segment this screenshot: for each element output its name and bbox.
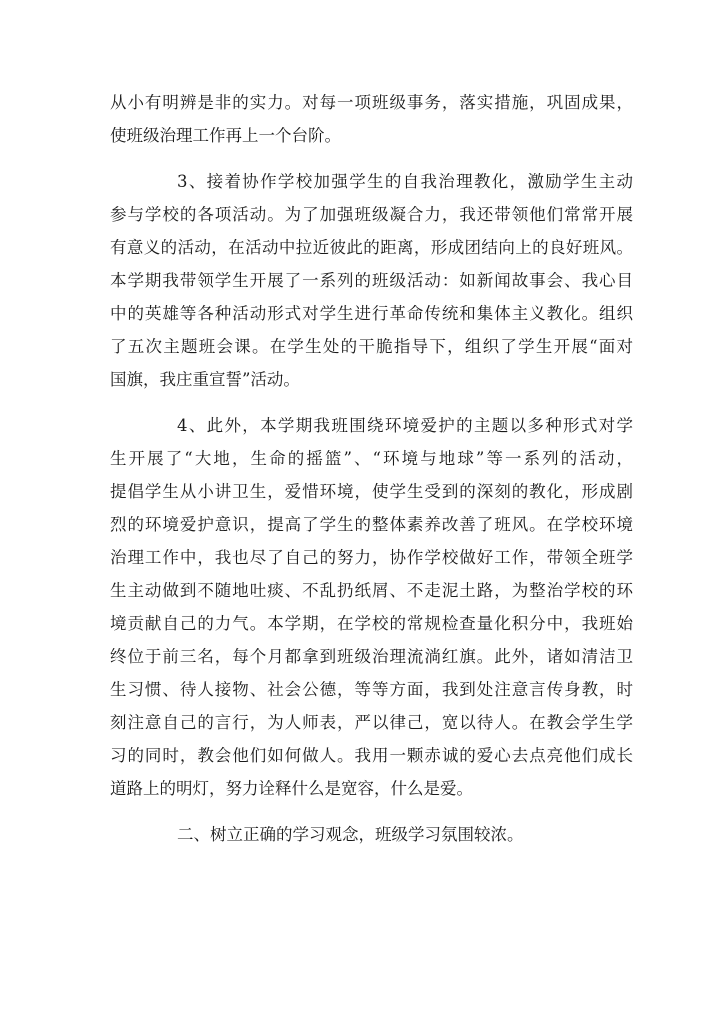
- section-heading: [110, 818, 633, 851]
- paragraph-1: [110, 86, 633, 152]
- paragraph-line: 4、此外，本学期我班围绕环境爱护的主题以多种形式对学: [177, 416, 633, 435]
- paragraph-line: 境贡献自己的力气。本学期，在学校的常规检查量化积分中，我班始: [110, 614, 633, 633]
- paragraph-line: 道路上的明灯，努力诠释什么是宽容，什么是爱。: [110, 779, 473, 798]
- section-heading-line: 二、树立正确的学习观念，班级学习氛围较浓。: [177, 825, 524, 844]
- paragraph-line: 提倡学生从小讲卫生，爱惜环境，使学生受到的深刻的教化，形成剧: [110, 482, 633, 501]
- paragraph-3: [110, 409, 633, 805]
- paragraph-line: 习的同时，教会他们如何做人。我用一颗赤诚的爱心去点亮他们成长: [110, 746, 633, 765]
- paragraph-line: 刻注意自己的言行，为人师表，严以律己，宽以待人。在教会学生学: [110, 713, 633, 732]
- paragraph-2: [110, 165, 633, 396]
- paragraph-line: 有意义的活动，在活动中拉近彼此的距离，形成团结向上的良好班风。: [110, 238, 633, 257]
- paragraph-line: 国旗，我庄重宣誓”活动。: [110, 370, 300, 389]
- paragraph-line: 3、接着协作学校加强学生的自我治理教化，激励学生主动: [177, 172, 633, 191]
- paragraph-line: 生开展了“大地，生命的摇篮”、“环境与地球”等一系列的活动，: [110, 449, 633, 468]
- paragraph-line: 生主动做到不随地吐痰、不乱扔纸屑、不走泥土路，为整治学校的环: [110, 581, 633, 600]
- document-body: [110, 86, 633, 851]
- paragraph-line: 生习惯、待人接物、社会公德，等等方面，我到处注意言传身教，时: [110, 680, 633, 699]
- paragraph-line: 从小有明辨是非的实力。对每一项班级事务，落实措施，巩固成果，: [110, 93, 633, 112]
- paragraph-line: 本学期我带领学生开展了一系列的班级活动：如新闻故事会、我心目: [110, 271, 633, 290]
- paragraph-line: 终位于前三名，每个月都拿到班级治理流淌红旗。此外，诸如清洁卫: [110, 647, 633, 666]
- paragraph-line: 参与学校的各项活动。为了加强班级凝合力，我还带领他们常常开展: [110, 205, 633, 224]
- paragraph-line: 治理工作中，我也尽了自己的努力，协作学校做好工作，带领全班学: [110, 548, 633, 567]
- paragraph-line: 使班级治理工作再上一个台阶。: [110, 126, 341, 145]
- paragraph-line: 中的英雄等各种活动形式对学生进行革命传统和集体主义教化。组织: [110, 304, 633, 323]
- paragraph-line: 烈的环境爱护意识，提高了学生的整体素养改善了班风。在学校环境: [110, 515, 633, 534]
- paragraph-line: 了五次主题班会课。在学生处的干脆指导下，组织了学生开展“面对: [110, 337, 633, 356]
